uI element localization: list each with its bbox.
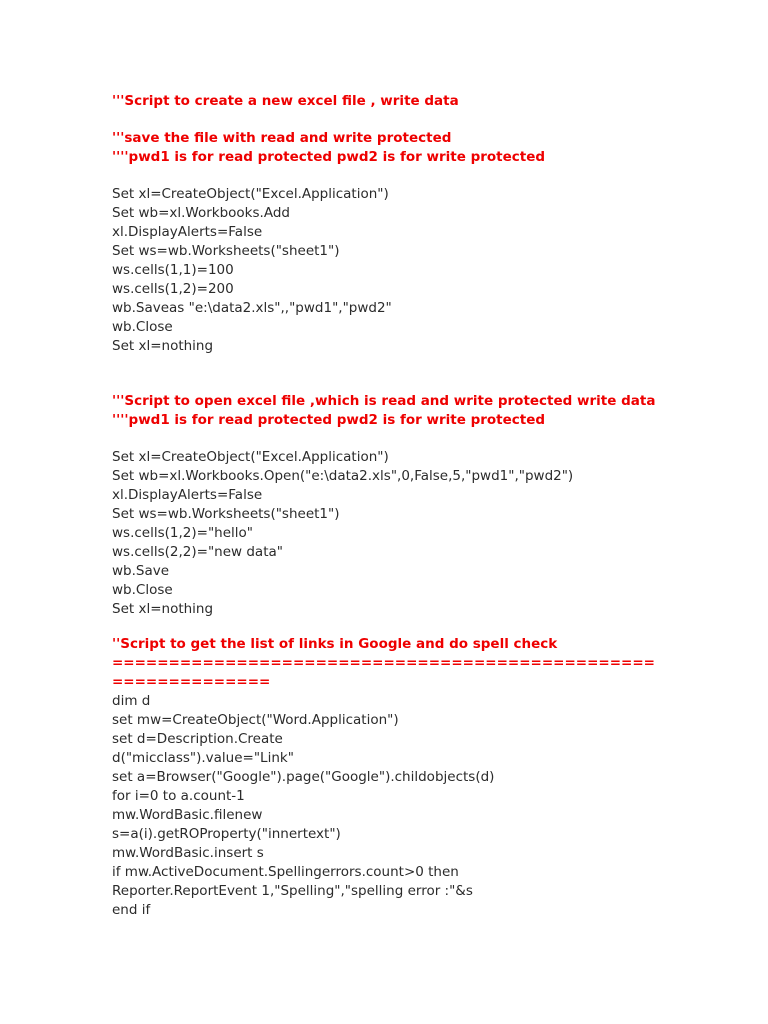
code-line: Set xl=nothing [112, 601, 214, 617]
code-line: Set wb=xl.Workbooks.Open("e:\data2.xls",0,False,5,"pwd1","pwd2") [112, 468, 574, 484]
code-line: d("micclass").value="Link" [112, 750, 294, 766]
code-line: end if [112, 902, 151, 918]
code-line: wb.Close [112, 582, 173, 598]
code-line: ws.cells(1,2)="hello" [112, 525, 253, 541]
spacer [112, 167, 752, 185]
code-line: Set wb=xl.Workbooks.Add [112, 205, 290, 221]
code-line: ws.cells(1,2)=200 [112, 281, 234, 297]
code-line: wb.Close [112, 319, 173, 335]
code-line: Set xl=nothing [112, 338, 214, 354]
code-line: ws.cells(2,2)="new data" [112, 544, 283, 560]
code-line: set mw=CreateObject("Word.Application") [112, 712, 399, 728]
divider-rule-2: ============== [112, 674, 271, 690]
code-line: ws.cells(1,1)=100 [112, 262, 234, 278]
code-line: mw.WordBasic.insert s [112, 845, 264, 861]
section1-comment-2: ''''pwd1 is for read protected pwd2 is for write protected [112, 149, 546, 165]
code-line: Set xl=CreateObject("Excel.Application") [112, 449, 389, 465]
code-line: Set xl=CreateObject("Excel.Application") [112, 186, 389, 202]
section1-comment-1: '''save the file with read and write protected [112, 130, 452, 146]
code-line: wb.Saveas "e:\data2.xls",,"pwd1","pwd2" [112, 300, 392, 316]
section1-heading: '''Script to create a new excel file , write data [112, 93, 459, 109]
spacer [112, 430, 752, 448]
spacer [112, 619, 752, 635]
code-line: Set ws=wb.Worksheets("sheet1") [112, 506, 340, 522]
code-line: for i=0 to a.count-1 [112, 788, 245, 804]
code-line: set a=Browser("Google").page("Google").childobjects(d) [112, 769, 495, 785]
section2-heading: '''Script to open excel file ,which is read and write protected write data [112, 393, 656, 409]
code-line: s=a(i).getROProperty("innertext") [112, 826, 341, 842]
code-line: Set ws=wb.Worksheets("sheet1") [112, 243, 340, 259]
code-line: dim d [112, 693, 151, 709]
spacer [112, 111, 752, 129]
section2-comment-1: ''''pwd1 is for read protected pwd2 is for write protected [112, 412, 546, 428]
code-line: xl.DisplayAlerts=False [112, 487, 263, 503]
document-page [112, 92, 752, 920]
code-line: if mw.ActiveDocument.Spellingerrors.count>0 then [112, 864, 459, 880]
code-line: xl.DisplayAlerts=False [112, 224, 263, 240]
divider-rule-1: ================================================ [112, 655, 655, 671]
code-line: Reporter.ReportEvent 1,"Spelling","spelling error :"&s [112, 883, 473, 899]
code-line: wb.Save [112, 563, 170, 579]
section3-heading: ''Script to get the list of links in Google and do spell check [112, 636, 558, 652]
spacer [112, 356, 752, 392]
code-line: set d=Description.Create [112, 731, 283, 747]
code-line: mw.WordBasic.filenew [112, 807, 263, 823]
